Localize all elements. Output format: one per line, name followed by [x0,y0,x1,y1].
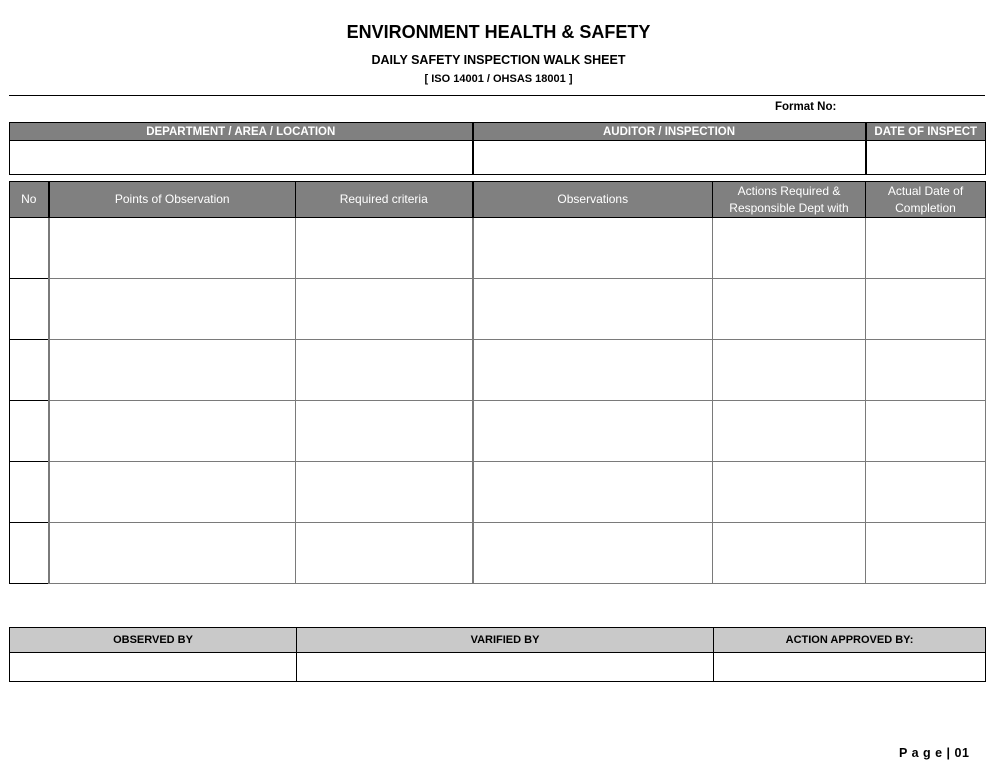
criteria-cell[interactable] [296,279,473,340]
points-cell[interactable] [49,401,296,462]
criteria-cell[interactable] [296,401,473,462]
actions-cell[interactable] [713,523,866,584]
completion-date-cell[interactable] [866,401,986,462]
observed-by-field[interactable] [10,653,297,682]
actions-cell[interactable] [713,218,866,279]
completion-date-cell[interactable] [866,279,986,340]
no-cell[interactable] [10,462,49,523]
observations-cell[interactable] [473,340,713,401]
no-header: No [10,182,49,218]
actual-date-line-2: Completion [895,200,956,215]
points-cell[interactable] [49,218,296,279]
table-row [10,279,986,340]
points-cell[interactable] [49,523,296,584]
department-field[interactable] [10,141,473,175]
action-approved-by-header: ACTION APPROVED BY: [714,628,986,653]
observation-table [9,181,986,584]
actions-cell[interactable] [713,462,866,523]
date-of-inspect-field[interactable] [866,141,986,175]
points-of-observation-header: Points of Observation [49,182,296,218]
completion-date-cell[interactable] [866,340,986,401]
observations-cell[interactable] [473,462,713,523]
actual-date-header [866,182,986,218]
inspection-info-table [9,122,986,175]
observations-cell[interactable] [473,523,713,584]
action-approved-by-field[interactable] [714,653,986,682]
document-title: ENVIRONMENT HEALTH & SAFETY [346,22,651,42]
actions-cell[interactable] [713,401,866,462]
no-cell[interactable] [10,401,49,462]
auditor-field[interactable] [473,141,866,175]
no-cell[interactable] [10,218,49,279]
observations-cell[interactable] [473,279,713,340]
criteria-cell[interactable] [296,523,473,584]
no-cell[interactable] [10,523,49,584]
actual-date-line-1: Actual Date of [887,183,964,198]
signoff-table [9,627,986,682]
header-divider [9,95,985,96]
completion-date-cell[interactable] [866,462,986,523]
department-header: DEPARTMENT / AREA / LOCATION [10,123,473,141]
verified-by-header: VARIFIED BY [297,628,714,653]
date-of-inspect-header: DATE OF INSPECT [866,123,986,141]
required-criteria-header: Required criteria [296,182,473,218]
observations-header: Observations [473,182,713,218]
table-row [10,462,986,523]
actions-required-line-2: Responsible Dept with [729,200,849,215]
criteria-cell[interactable] [296,218,473,279]
criteria-cell[interactable] [296,340,473,401]
observations-cell[interactable] [473,218,713,279]
no-cell[interactable] [10,279,49,340]
no-cell[interactable] [10,340,49,401]
format-no-label: Format No: [775,101,837,113]
actions-required-header [713,182,866,218]
points-cell[interactable] [49,340,296,401]
completion-date-cell[interactable] [866,523,986,584]
verified-by-field[interactable] [297,653,714,682]
document-subtitle: DAILY SAFETY INSPECTION WALK SHEET [371,53,626,67]
auditor-header: AUDITOR / INSPECTION [473,123,866,141]
observed-by-header: OBSERVED BY [10,628,297,653]
points-cell[interactable] [49,462,296,523]
actions-cell[interactable] [713,340,866,401]
actions-required-line-1: Actions Required & [737,183,841,198]
table-row [10,401,986,462]
table-row [10,523,986,584]
table-row [10,340,986,401]
points-cell[interactable] [49,279,296,340]
completion-date-cell[interactable] [866,218,986,279]
actions-cell[interactable] [713,279,866,340]
observations-cell[interactable] [473,401,713,462]
criteria-cell[interactable] [296,462,473,523]
table-row [10,218,986,279]
page-number: P a g e | 01 [899,746,970,760]
standard-reference: [ ISO 14001 / OHSAS 18001 ] [424,73,573,85]
